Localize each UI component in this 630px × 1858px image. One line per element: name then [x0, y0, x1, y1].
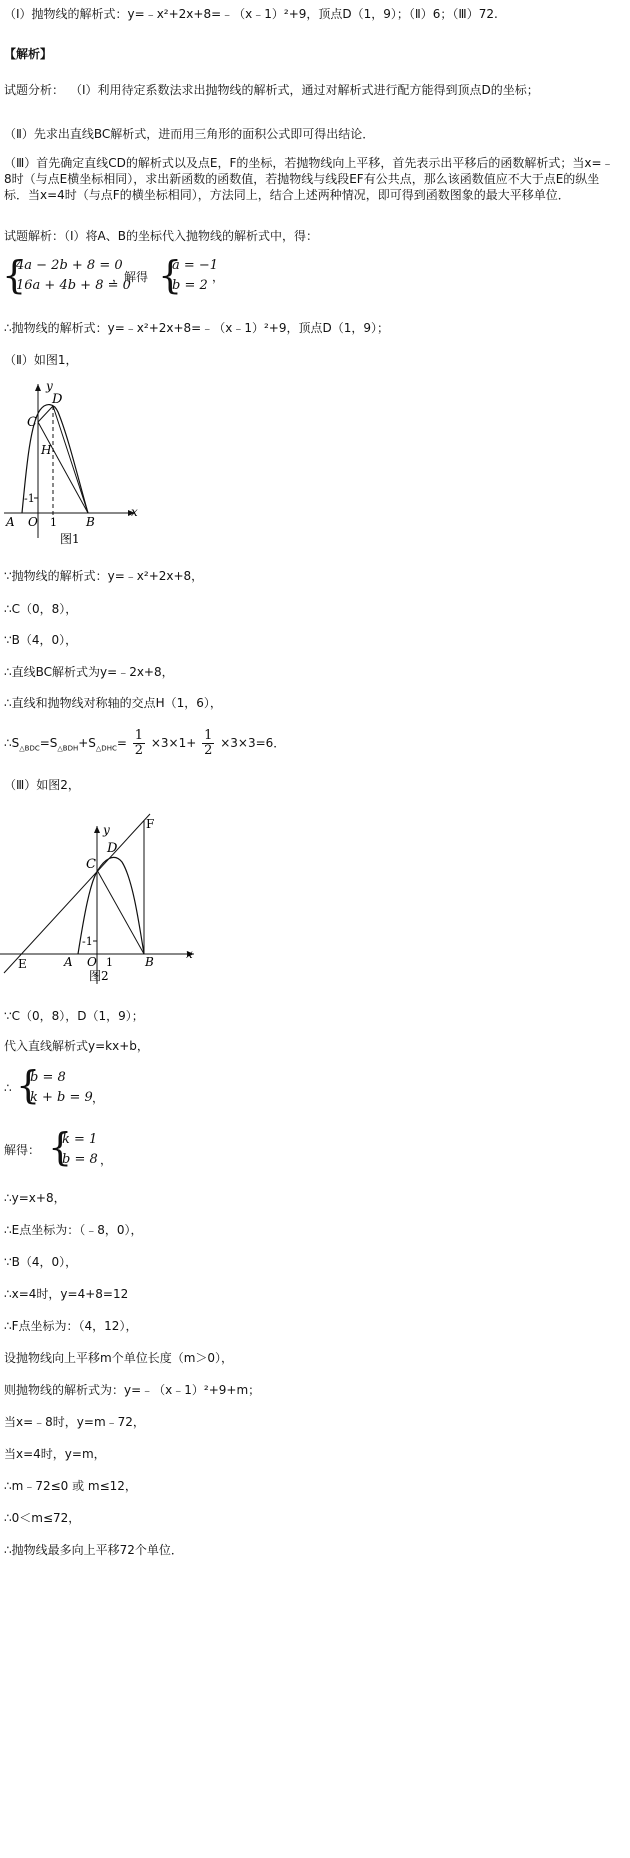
- sys2-therefore: ∴: [4, 1081, 12, 1095]
- analysis-part1: （Ⅰ）利用待定系数法求出抛物线的解析式，通过对解析式进行配方能得到顶点D的坐标；: [70, 83, 539, 97]
- analysis-part3: （Ⅲ）首先确定直线CD的解析式以及点E，F的坐标，若抛物线向上平移，首先表示出平移后的函数解析式；当x=﹣8时（与点E横坐标相同），求出新函数的函数值，若抛物线与线段EF有公共点，那么该函数值应不大于点E的纵坐标．当x=4时（与点F的横坐标相同），方法同上，结合上述两种情况，即可得到函数图象的最大平移单位．: [4, 156, 614, 202]
- fig2-line-ef: [4, 814, 150, 973]
- fig1-label-one: 1: [50, 516, 57, 529]
- analysis-label: 试题分析：: [4, 83, 65, 97]
- sys3-eq2: b = 8: [62, 1152, 98, 1167]
- fig1-label-o: O: [28, 515, 38, 529]
- fig2-label-c: C: [86, 857, 96, 872]
- p2-line2: ∴C（0，8），: [4, 602, 78, 616]
- fig2-label-m1: -1: [82, 935, 93, 948]
- fraction-half-2: $\frac{1}{2}$: [204, 728, 213, 758]
- fig2-label-one: 1: [106, 956, 113, 969]
- sys3-comma: ，: [100, 1153, 113, 1167]
- fig2-label-y: y: [103, 823, 110, 837]
- part3-heading: （Ⅲ）如图2，: [4, 778, 80, 792]
- figure-1: [0, 376, 145, 556]
- p3-line12: ∴m﹣72≤0 或 m≤12，: [4, 1479, 137, 1493]
- sys1-eq1: 4a − 2b + 8 = 0: [16, 258, 123, 273]
- p3-line3: ∴y=x+8，: [4, 1191, 66, 1205]
- fig1-caption: 图1: [60, 532, 80, 546]
- p3-line6: ∴x=4时，y=4+8=12: [4, 1287, 129, 1301]
- p3-line7: ∴F点坐标为：（4，12），: [4, 1319, 138, 1333]
- part1-result: ∴抛物线的解析式：y=﹣x²+2x+8=﹣（x﹣1）²+9，顶点D（1，9）；: [4, 321, 389, 335]
- p3-line4: ∴E点坐标为：（﹣8，0），: [4, 1223, 143, 1237]
- solution-intro: 试题解析：（Ⅰ）将A、B的坐标代入抛物线的解析式中，得：: [4, 229, 318, 243]
- fraction-half-1: $\frac{1}{2}$: [134, 728, 144, 758]
- fig2-label-d: D: [107, 841, 118, 856]
- fig2-label-e: E: [18, 957, 27, 971]
- p3-line1: ∵C（0，8），D（1，9）；: [4, 1009, 144, 1023]
- answer-line: （Ⅰ）抛物线的解析式：y=﹣x²+2x+8=﹣（x﹣1）²+9，顶点D（1，9）；（Ⅱ）6；（Ⅲ）72.: [4, 7, 498, 21]
- p3-line14: ∴抛物线最多向上平移72个单位．: [4, 1543, 183, 1557]
- p2-line5: ∴直线和抛物线对称轴的交点H（1，6），: [4, 696, 222, 710]
- p2-line3: ∵B（4，0），: [4, 633, 78, 647]
- p2-line4: ∴直线BC解析式为y=﹣2x+8，: [4, 665, 174, 679]
- sys1-solve-label: ，解得: [112, 270, 149, 284]
- fig1-label-m1: -1: [24, 492, 35, 505]
- fig2-caption: 图2: [89, 969, 109, 983]
- fig1-y-arrow: [35, 384, 41, 391]
- fig2-label-o: O: [87, 955, 97, 969]
- fig2-label-b: B: [145, 955, 154, 969]
- fig1-label-c: C: [27, 415, 37, 430]
- fig1-label-d: D: [52, 392, 63, 407]
- p3-line9: 则抛物线的解析式为：y=﹣（x﹣1）²+9+m；: [4, 1383, 261, 1397]
- fig1-label-x: x: [131, 505, 138, 519]
- p3-line11: 当x=4时，y=m，: [4, 1447, 106, 1461]
- sys1-sol1: a = −1: [172, 258, 219, 273]
- p2-area-formula: $\therefore S_{\triangle BDC}=S_{\triangle BDH}+S_{\triangle DHC}=$ $\frac{1}{2}$ ×3×1+ $\frac{1}{2}$ ×3×3=6．: [4, 728, 286, 758]
- figure-2: [0, 808, 200, 992]
- sys3-label: 解得：: [4, 1143, 41, 1157]
- sys1-sol2: b = 2: [172, 278, 208, 293]
- fig2-label-a: A: [64, 955, 73, 969]
- fig2-y-arrow: [94, 826, 100, 833]
- fig1-label-y: y: [46, 379, 53, 393]
- p3-line8: 设抛物线向上平移m个单位长度（m＞0），: [4, 1351, 234, 1365]
- analysis-part2: （Ⅱ）先求出直线BC解析式，进而用三角形的面积公式即可得出结论．: [4, 127, 375, 141]
- p3-line5: ∵B（4，0），: [4, 1255, 78, 1269]
- fig2-label-f: F: [146, 817, 155, 831]
- sys2-eq2: k + b = 9: [30, 1090, 93, 1105]
- sys2-comma: ，: [92, 1091, 105, 1105]
- fig1-line-cd: [38, 406, 53, 422]
- p2-line1: ∵抛物线的解析式：y=﹣x²+2x+8，: [4, 569, 204, 583]
- jiexi-heading: 【解析】: [4, 47, 53, 61]
- p3-line13: ∴0＜m≤72，: [4, 1511, 81, 1525]
- fig2-label-x: x: [186, 947, 193, 961]
- sys1-eq2: 16a + 4b + 8 = 0: [16, 278, 131, 293]
- p3-line10: 当x=﹣8时，y=m﹣72，: [4, 1415, 145, 1429]
- part2-heading: （Ⅱ）如图1，: [4, 353, 78, 367]
- fig1-label-a: A: [6, 515, 15, 529]
- fig1-label-b: B: [86, 515, 95, 529]
- p3-line2: 代入直线解析式y=kx+b，: [4, 1039, 149, 1053]
- sys2-eq1: b = 8: [30, 1070, 66, 1085]
- fig1-label-h: H: [41, 443, 52, 457]
- sys1-comma: ，: [212, 270, 225, 284]
- sys3-eq1: k = 1: [62, 1132, 98, 1147]
